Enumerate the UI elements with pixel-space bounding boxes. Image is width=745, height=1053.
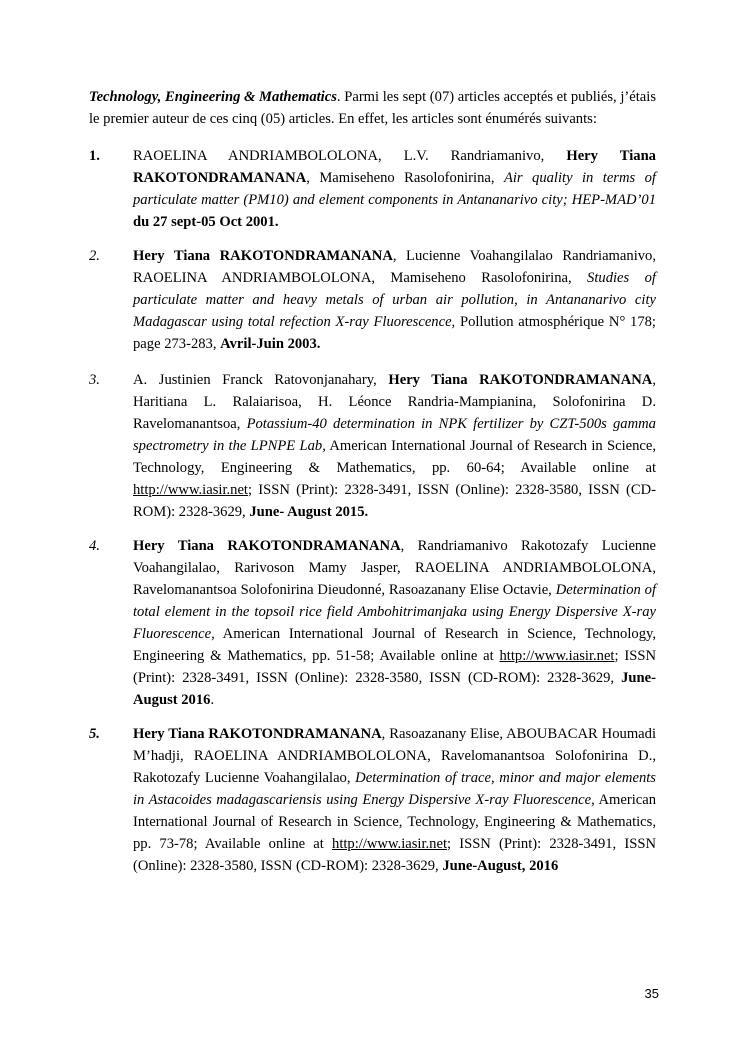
- intro-paragraph: [89, 86, 656, 130]
- reference-number: 2.: [89, 248, 100, 264]
- reference-text: [133, 535, 656, 711]
- reference-coauthors: , Randriamanivo Rakotozafy Lucienne Voahangilalao, Rarivoson Mamy Jasper, RAOELINA ANDRIAMBOLOLONA, Ravelomanantsoa Solofonirina Dieudonné, Rasoazanany Elise Octavie,: [133, 538, 656, 598]
- reference-number: 1.: [89, 148, 100, 164]
- reference-journal: Pollution atmosphérique N° 178; page 273-283,: [133, 314, 656, 352]
- reference-text: [133, 145, 656, 233]
- reference-journal: American International Journal of Research in Science, Technology, Engineering & Mathematics, pp. 73-78; Available online at: [133, 792, 657, 852]
- reference-date: June- August 2016: [133, 670, 656, 708]
- reference-coauthors: , Rasoazanany Elise, ABOUBACAR Houmadi M’hadji, RAOELINA ANDRIAMBOLOLONA, Ravelomanantsoa Solofonirina D., Rakotozafy Lucienne Voahangilalao,: [133, 726, 656, 786]
- reference-main-author: Hery Tiana RAKOTONDRAMANANA: [133, 248, 393, 264]
- reference-text: [133, 369, 656, 523]
- reference-title: Determination of total element in the topsoil rice field Ambohitrimanjaka using Energy Dispersive X-ray Fluorescence,: [133, 582, 657, 642]
- reference-number: 3.: [89, 372, 100, 388]
- reference-date: June- August 2015.: [249, 504, 369, 520]
- reference-coauthors: , Lucienne Voahangilalao Randriamanivo, RAOELINA ANDRIAMBOLOLONA, Mamiseheno Rasolofonirina,: [133, 248, 656, 286]
- reference-date: June-August, 2016: [442, 858, 559, 874]
- intro-title: Technology, Engineering & Mathematics: [89, 89, 337, 105]
- reference-text: [133, 245, 656, 355]
- reference-issn: ; ISSN (Print): 2328-3491, ISSN (Online): 2328-3580, ISSN (CD-ROM): 2328-3629,: [133, 482, 656, 520]
- reference-item-1: [89, 145, 656, 233]
- reference-issn: ; ISSN (Print): 2328-3491, ISSN (Online): 2328-3580, ISSN (CD-ROM): 2328-3629,: [133, 836, 657, 874]
- reference-title: Determination of trace, minor and major elements in Astacoides madagascariensis using Energy Dispersive X-ray Fluorescence,: [133, 770, 656, 808]
- reference-trail: .: [210, 692, 215, 708]
- intro-text: . Parmi les sept (07) articles acceptés et publiés, j’étais le premier auteur de ces cinq (05) articles. En effet, les articles sont énumérés suivants:: [89, 89, 656, 127]
- reference-title: Potassium-40 determination in NPK fertilizer by CZT-500s gamma spectrometry in the LPNPE Lab,: [133, 416, 656, 454]
- reference-authors: RAOELINA ANDRIAMBOLOLONA, L.V. Randriamanivo,: [133, 148, 545, 164]
- reference-date: Avril-Juin 2003.: [220, 336, 321, 352]
- reference-item-3: [89, 369, 656, 523]
- reference-main-author: Hery Tiana RAKOTONDRAMANANA: [133, 726, 382, 742]
- reference-link[interactable]: http://www.iasir.net: [332, 836, 447, 852]
- reference-title: Air quality in terms of particulate matter (PM10) and element components in Antananarivo city; HEP-MAD’01: [133, 170, 656, 208]
- reference-journal: American International Journal of Research in Science, Technology, Engineering & Mathematics, pp. 60-64; Available online at: [133, 438, 657, 476]
- reference-journal: American International Journal of Research in Science, Technology, Engineering & Mathematics, pp. 51-58; Available online at: [133, 626, 657, 664]
- reference-coauthors: , Haritiana L. Ralaiarisoa, H. Léonce Randria-Mampianina, Solofonirina D. Ravelomanantsoa,: [133, 372, 656, 432]
- reference-number: 5.: [89, 726, 100, 742]
- reference-main-author: Hery Tiana RAKOTONDRAMANANA: [133, 538, 401, 554]
- reference-number: 4.: [89, 538, 100, 554]
- reference-link[interactable]: http://www.iasir.net: [499, 648, 615, 664]
- page-number: 35: [644, 986, 659, 1001]
- reference-authors: A. Justinien Franck Ratovonjanahary,: [133, 372, 377, 388]
- reference-item-5: [89, 723, 656, 877]
- reference-issn: ; ISSN (Print): 2328-3491, ISSN (Online): 2328-3580, ISSN (CD-ROM): 2328-3629,: [133, 648, 656, 686]
- reference-main-author: Hery Tiana RAKOTONDRAMANANA: [133, 148, 656, 186]
- reference-title: Studies of particulate matter and heavy metals of urban air pollution, in Antananarivo city Madagascar using total refection X-ray Fluorescence,: [133, 270, 656, 330]
- reference-link[interactable]: http://www.iasir.net: [133, 482, 248, 498]
- reference-text: [133, 723, 656, 877]
- reference-date: du 27 sept-05 Oct 2001.: [133, 214, 279, 230]
- reference-item-2: [89, 245, 656, 355]
- reference-coauthors: , Mamiseheno Rasolofonirina,: [306, 170, 495, 186]
- reference-main-author: Hery Tiana RAKOTONDRAMANANA: [388, 372, 653, 388]
- reference-item-4: [89, 535, 656, 711]
